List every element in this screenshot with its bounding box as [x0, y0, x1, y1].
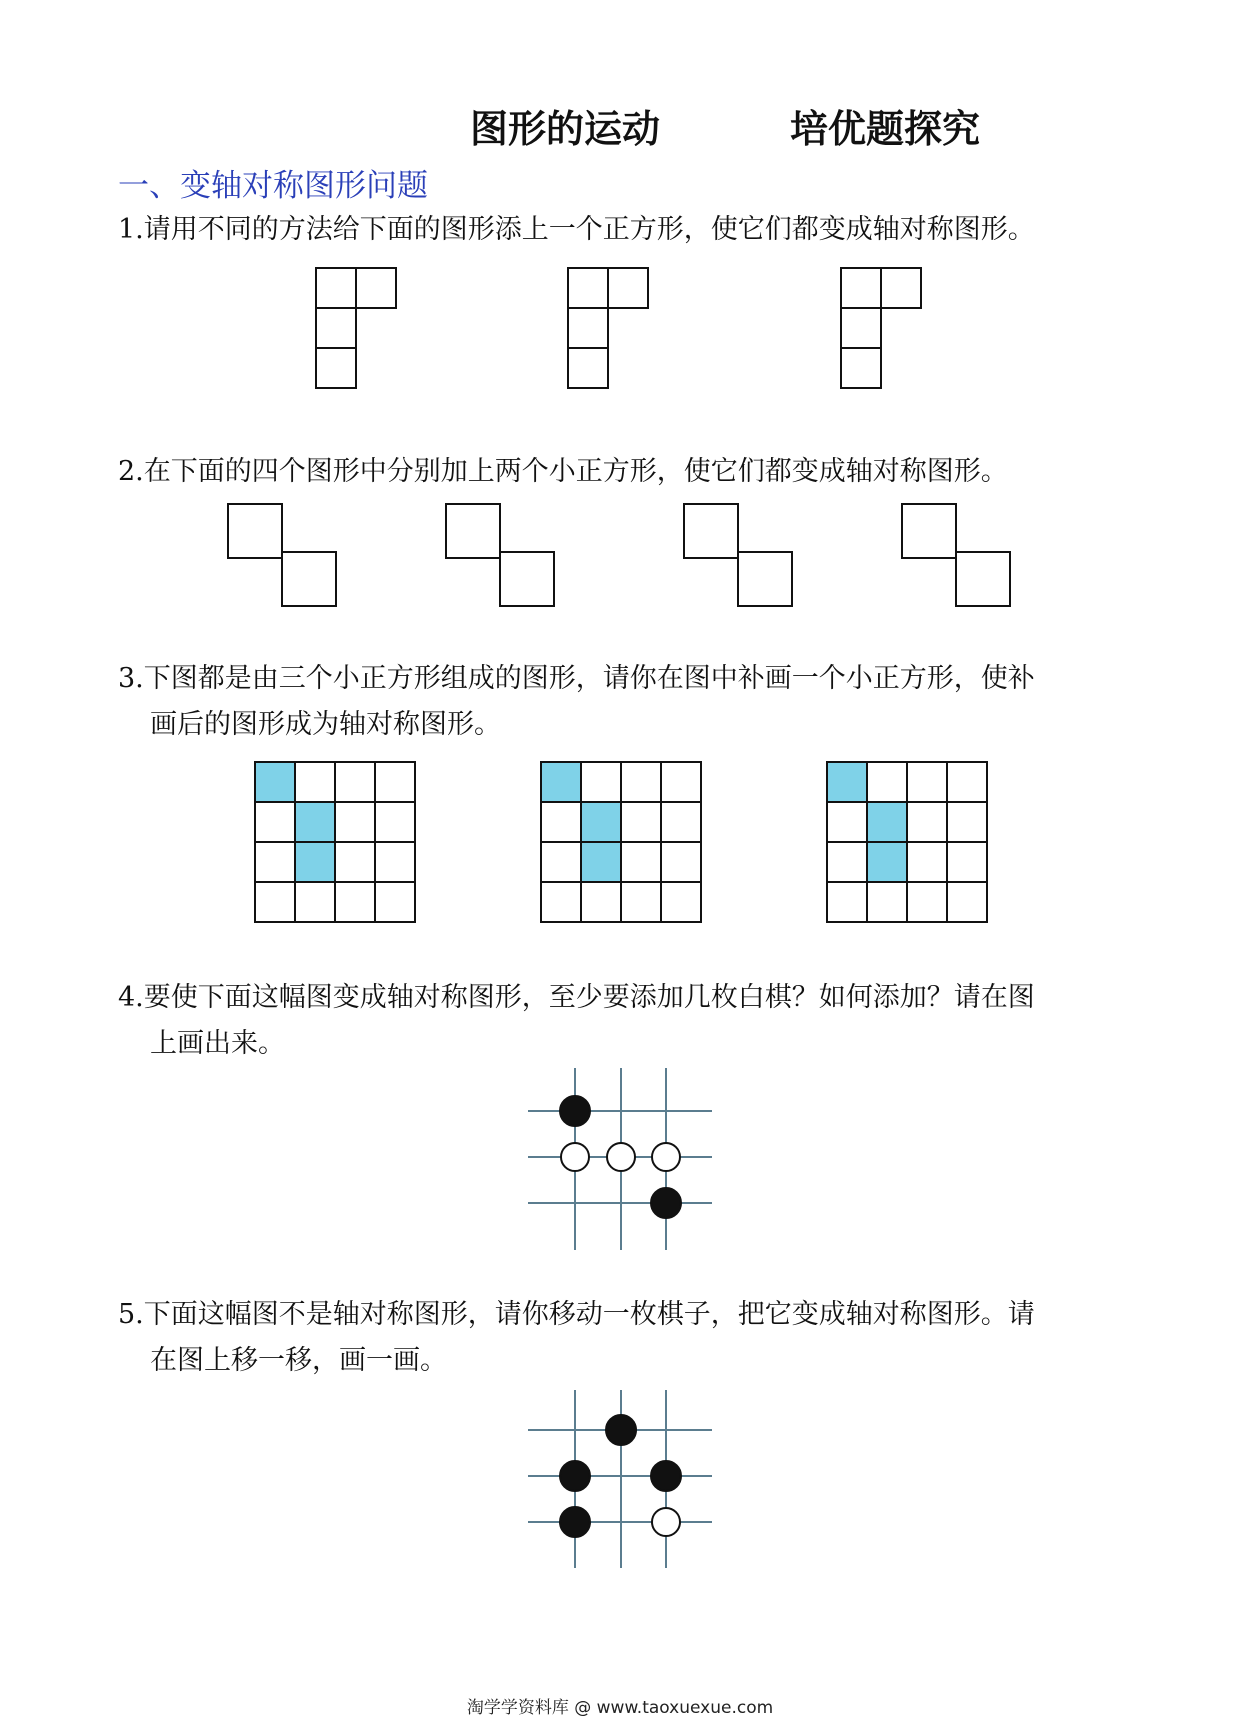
question-text: 下图都是由三个小正方形组成的图形，请你在图中补画一个小正方形，使补	[143, 663, 1035, 694]
section-heading: 一、变轴对称图形问题	[118, 168, 428, 204]
question-text: 要使下面这幅图变成轴对称图形，至少要添加几枚白棋？如何添加？请在图	[143, 982, 1035, 1013]
black-stone	[560, 1507, 590, 1537]
black-stone	[651, 1461, 681, 1491]
black-stone	[606, 1415, 636, 1445]
question-number: 4.	[118, 982, 144, 1013]
footer-watermark: 淘学学资料库 @ www.taoxuexue.com	[466, 1698, 774, 1718]
page-title-left: 图形的运动	[470, 107, 661, 151]
question-number: 1.	[118, 214, 144, 245]
question-number: 2.	[118, 456, 144, 487]
question-number: 5.	[118, 1299, 144, 1330]
question-text-cont: 上画出来。	[150, 1028, 285, 1059]
question-number: 3.	[118, 663, 144, 694]
question-text: 请用不同的方法给下面的图形添上一个正方形，使它们都变成轴对称图形。	[143, 214, 1035, 245]
question-text-cont: 在图上移一移，画一画。	[150, 1345, 447, 1376]
black-stone	[560, 1461, 590, 1491]
question-text-cont: 画后的图形成为轴对称图形。	[150, 709, 501, 740]
question-text: 在下面的四个图形中分别加上两个小正方形，使它们都变成轴对称图形。	[143, 456, 1008, 487]
white-stone	[652, 1508, 680, 1536]
page-title-right: 培优题探究	[790, 107, 981, 151]
question-text: 下面这幅图不是轴对称图形，请你移动一枚棋子，把它变成轴对称图形。请	[143, 1299, 1035, 1330]
